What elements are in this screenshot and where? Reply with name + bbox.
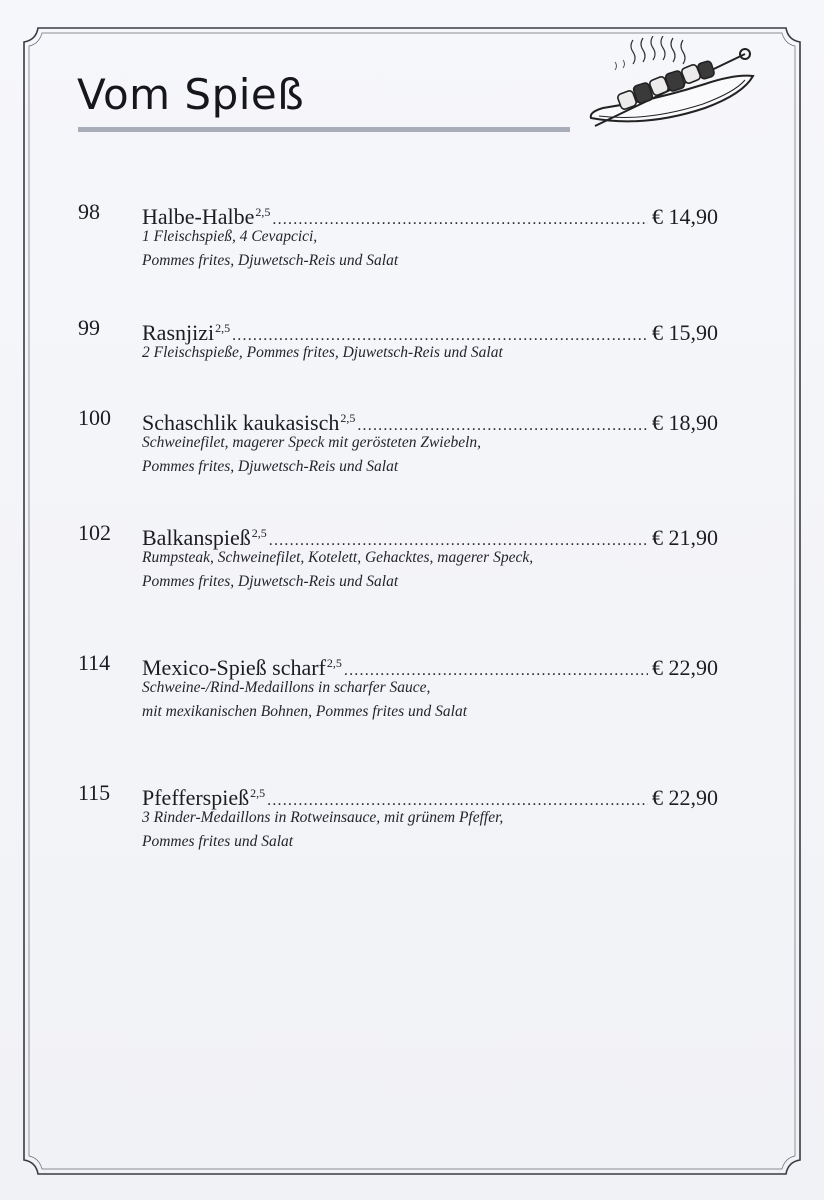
item-price: € 15,90 (652, 320, 718, 345)
item-number: 98 (78, 199, 100, 224)
item-description: Pommes frites, Djuwetsch-Reis und Salat (142, 458, 399, 475)
item-description: 1 Fleischspieß, 4 Cevapcici, (142, 228, 318, 245)
item-price: € 22,90 (652, 785, 718, 810)
item-number: 100 (78, 405, 111, 430)
grilled-skewer-plate-icon (585, 36, 757, 136)
item-description: mit mexikanischen Bohnen, Pommes frites und Salat (142, 703, 468, 720)
menu-item (0, 199, 824, 279)
allergen-codes: 2,5 (255, 205, 271, 219)
item-price: € 22,90 (652, 655, 718, 680)
item-name: Rasnjizi$^{2,5}$ (142, 320, 231, 345)
menu-section-title: Vom Spieß (77, 70, 305, 119)
item-description: Rumpsteak, Schweinefilet, Kotelett, Gehacktes, magerer Speck, (142, 549, 534, 566)
item-name: Mexico-Spieß scharf$^{2,5}$ (142, 655, 342, 680)
item-number: 102 (78, 520, 111, 545)
item-name: Pfefferspieß$^{2,5}$ (142, 785, 266, 810)
allergen-codes: 2,5 (251, 526, 267, 540)
item-description: Pommes frites und Salat (142, 833, 294, 850)
menu-item (0, 405, 824, 485)
title-underline (78, 127, 570, 132)
menu-item (0, 780, 824, 860)
item-description: Schweine-/Rind-Medaillons in scharfer Sauce, (142, 679, 431, 696)
item-name: Schaschlik kaukasisch$^{2,5}$ (142, 410, 356, 435)
item-description: 3 Rinder-Medaillons in Rotweinsauce, mit grünem Pfeffer, (142, 809, 504, 826)
item-description: Pommes frites, Djuwetsch-Reis und Salat (142, 252, 399, 269)
menu-item (0, 520, 824, 600)
allergen-codes: 2,5 (340, 411, 356, 425)
item-description: 2 Fleischspieße, Pommes frites, Djuwetsch-Reis und Salat (142, 344, 503, 361)
menu-item (0, 650, 824, 730)
item-number: 115 (78, 780, 111, 805)
item-name: Halbe-Halbe$^{2,5}$ (142, 204, 271, 229)
item-description: Schweinefilet, magerer Speck mit gerösteten Zwiebeln, (142, 434, 482, 451)
item-name: Balkanspieß$^{2,5}$ (142, 525, 267, 550)
item-price: € 21,90 (652, 525, 718, 550)
allergen-codes: 2,5 (215, 321, 231, 335)
item-description: Pommes frites, Djuwetsch-Reis und Salat (142, 573, 399, 590)
item-number: 99 (78, 315, 100, 340)
item-price: € 18,90 (652, 410, 718, 435)
leader-dots (272, 207, 648, 233)
menu-item (0, 315, 824, 395)
allergen-codes: 2,5 (326, 656, 342, 670)
item-price: € 14,90 (652, 204, 718, 229)
allergen-codes: 2,5 (250, 786, 266, 800)
item-number: 114 (78, 650, 111, 675)
